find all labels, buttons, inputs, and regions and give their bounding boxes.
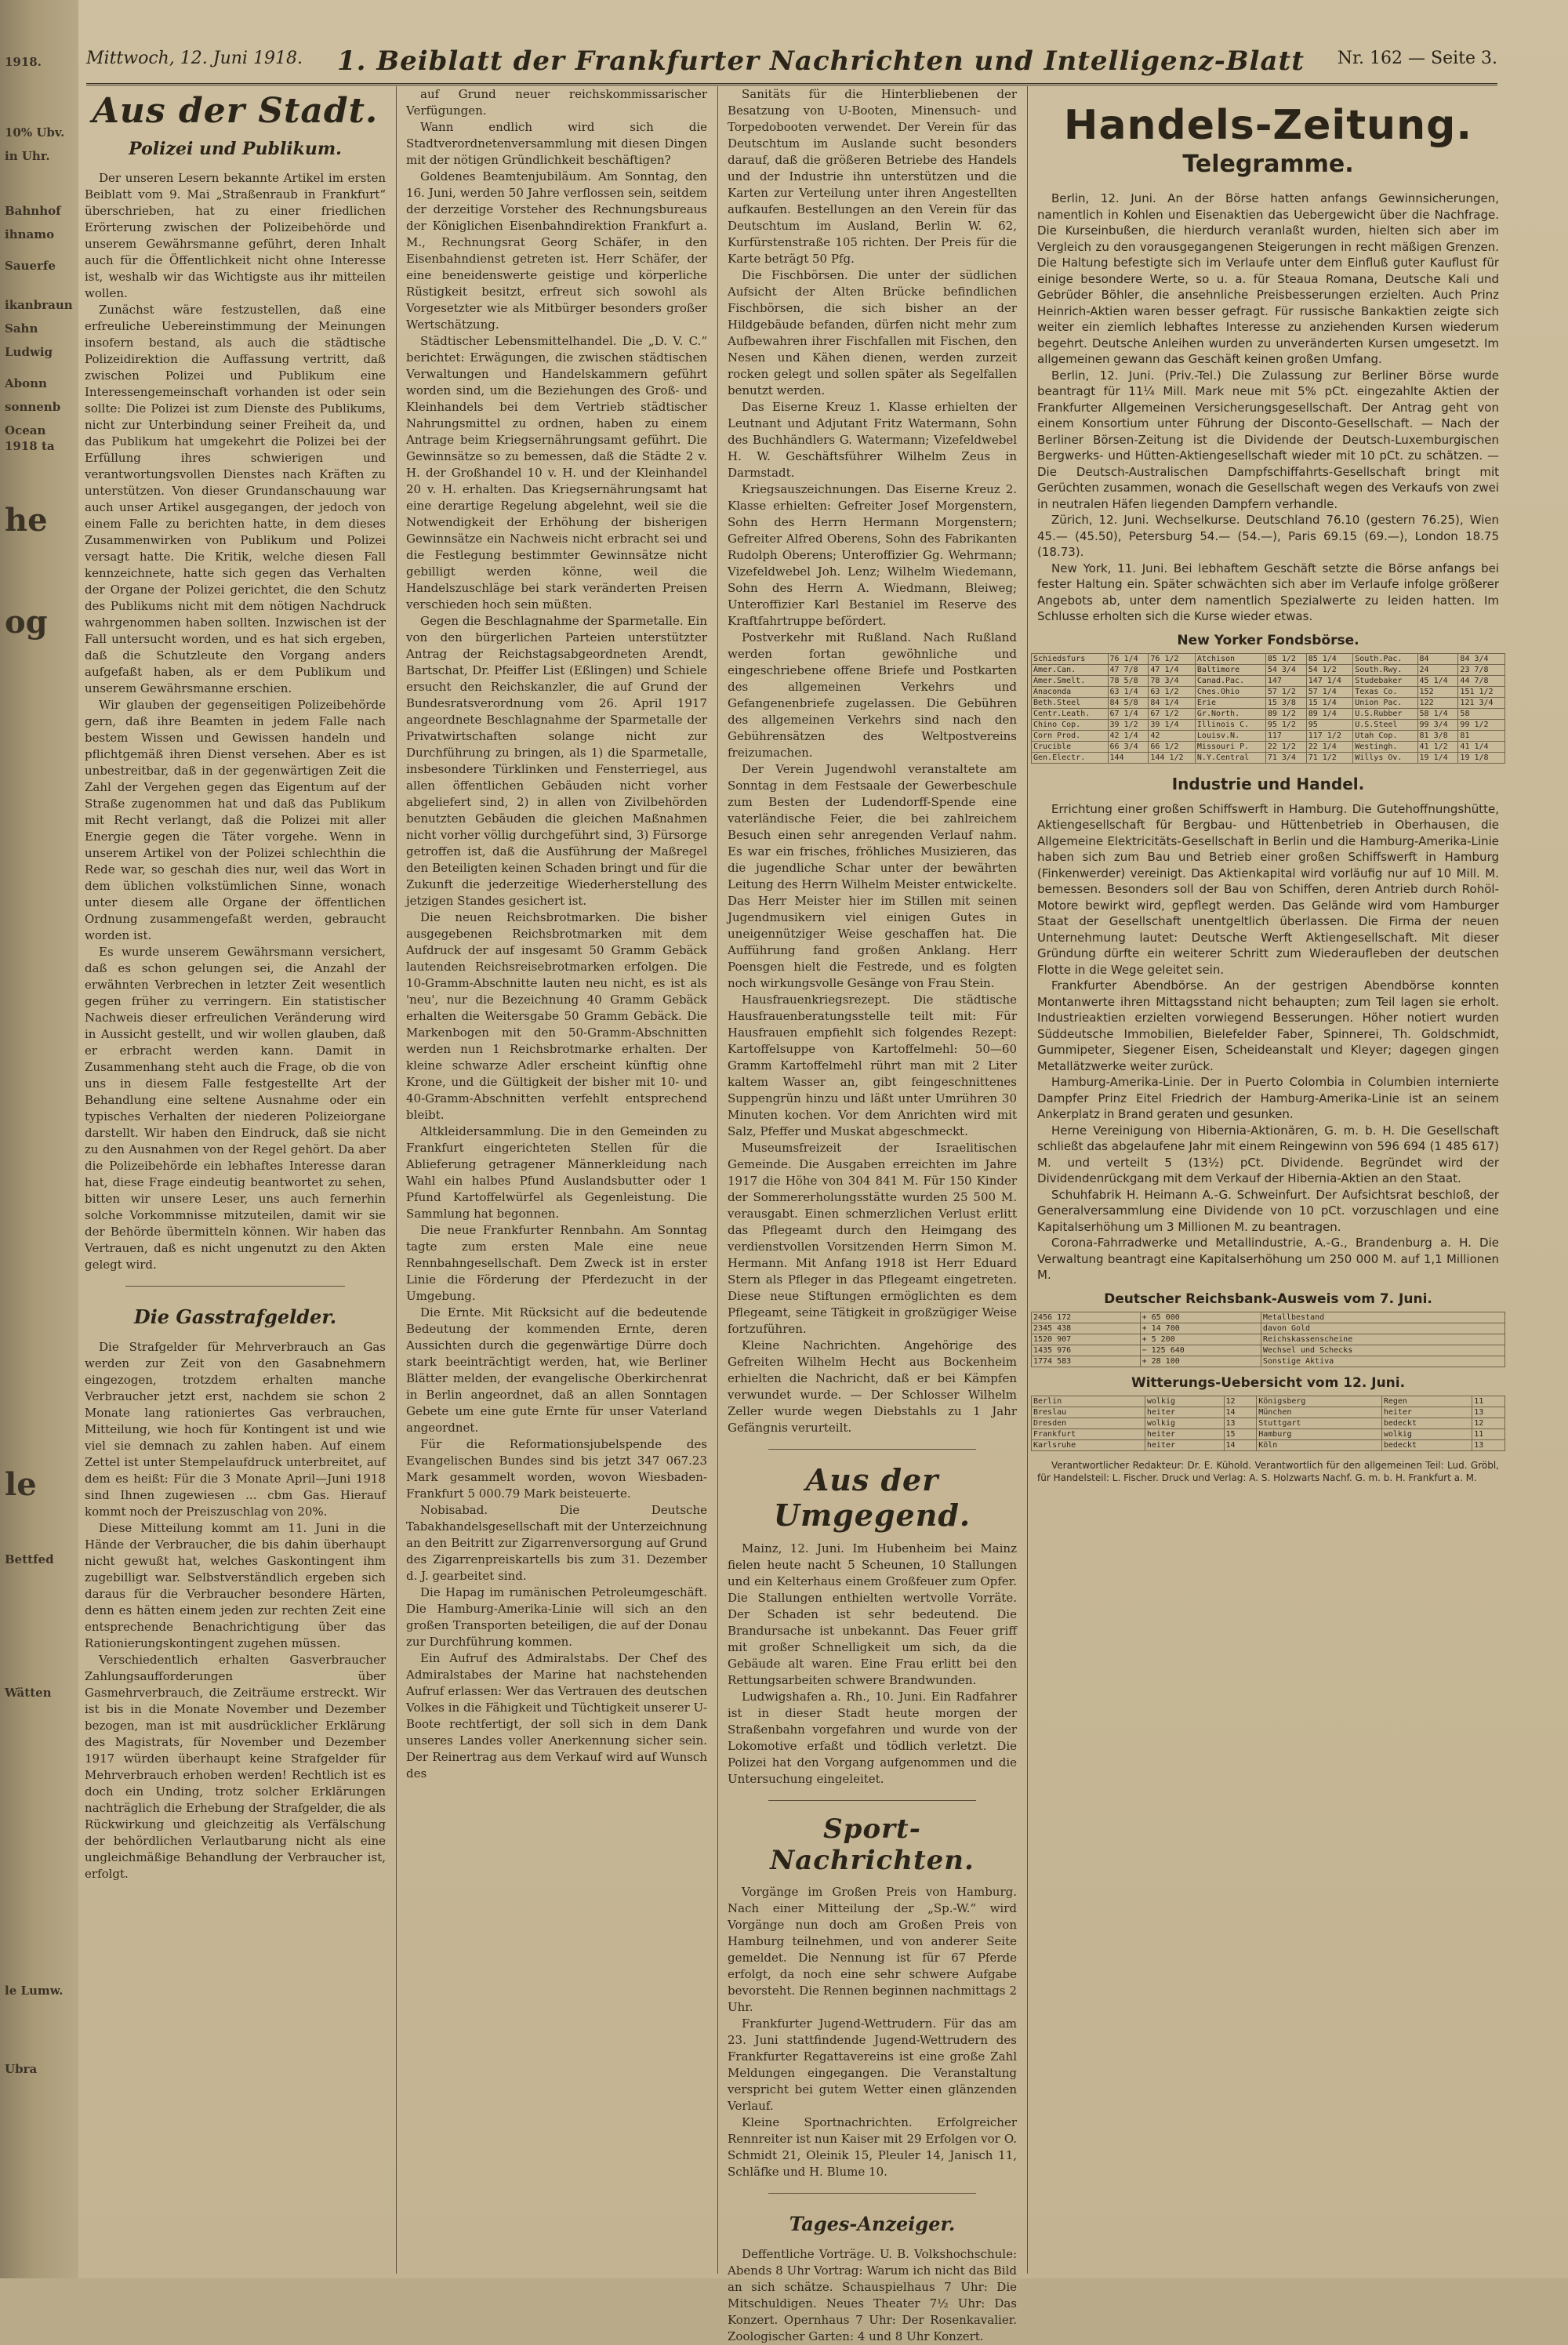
table-cell: Sonstige Aktiva: [1261, 1356, 1504, 1367]
page-header: [86, 45, 1497, 85]
impressum: Verantwortlicher Redakteur: Dr. E. Kühold. Verantwortlich für den allgemeinen Teil: Lud. Gröbl, für Handelsteil: L. Fischer. Druck und Verlag: A. S. Holzwarts Nachf. G. m. b. H. Frankfurt a. M.: [1037, 1459, 1499, 1483]
article-paragraph: Herne Vereinigung von Hibernia-Aktionären, G. m. b. H. Die Gesellschaft schließt das abgelaufene Jahr mit einem Reingewinn von 596 694 (1 485 617) M. und verteilt 5 (13½) pCt. Dividende. Begründet wird der Dividendenrückgang mit dem Verkauf der Hibernia-Aktien an den Staat.: [1037, 1123, 1499, 1185]
article-paragraph: Schuhfabrik H. Heimann A.-G. Schweinfurt. Der Aufsichtsrat beschloß, der Generalversammlung eine Dividende von 10 pCt. vorzuschlagen und eine Kapitalserhöhung um 3 Millionen M. zu beantragen.: [1037, 1187, 1499, 1234]
table-cell: Erie: [1195, 697, 1265, 708]
table-cell: + 65 000: [1140, 1312, 1261, 1323]
table-cell: Centr.Leath.: [1032, 708, 1109, 719]
table-cell: 54 1/2: [1306, 664, 1353, 675]
table-cell: Willys Ov.: [1353, 752, 1417, 763]
table-cell: 66 1/2: [1149, 741, 1196, 752]
section-title-sport: Sport-Nachrichten.: [770, 1813, 975, 1876]
section-title-tagesanzeiger: Tages-Anzeiger.: [789, 2213, 956, 2235]
table-cell: Baltimore: [1195, 664, 1265, 675]
table-row: [1032, 741, 1505, 752]
article-paragraph: Wann endlich wird sich die Stadtverordnetenversammlung mit diesen Dingen mit der nötigen Gründlichkeit beschäftigen?: [406, 120, 707, 167]
table-cell: 41 1/4: [1458, 741, 1505, 752]
prev-page-fragment: Sahn: [5, 321, 38, 336]
table-cell: Westingh.: [1353, 741, 1417, 752]
table-cell: Ches.Ohio: [1195, 686, 1265, 697]
table-cell: 99 1/2: [1458, 719, 1505, 730]
table-cell: Schiedsfurs: [1032, 653, 1109, 664]
article-title-polizei: Polizei und Publikum.: [129, 139, 342, 159]
table-cell: Crucible: [1032, 741, 1109, 752]
table-cell: Utah Cop.: [1353, 730, 1417, 741]
table-row: [1032, 664, 1505, 675]
table-cell: U.S.Steel: [1353, 719, 1417, 730]
table-cell: Breslau: [1032, 1407, 1145, 1418]
article-paragraph: Berlin, 12. Juni. An der Börse hatten anfangs Gewinnsicherungen, namentlich in Kohlen und Eisenaktien das Uebergewicht über die Nachfrage. Die Kurseinbußen, die hierdurch veranlaßt wurden, hielten sich aber im Vergleich zu den vorausgegangenen Steigerungen in recht mäßigen Grenzen. Die Haltung befestigte sich im Verlaufe unter dem Einfluß guter Kauflust für einige besondere Werte, so u. a. für Steaua Romana, Deutsche Kali und Gebrüder Böhler, die ansehnliche Preisbesserungen erzielten. Auch Prinz Heinrich-Aktien waren besser gefragt. Für russische Bankaktien zeigte sich weiter ein ziemlich lebhaftes Interesse zu anziehenden Kursen wiederum begehrt. Deutsche Anleihen wurden zu unveränderten Kursen umgesetzt. Im allgemeinen gewann das Geschäft keinen großen Umfang.: [1037, 191, 1499, 366]
prev-page-fragment: le: [5, 1466, 37, 1503]
table-cell: 99 3/4: [1417, 719, 1458, 730]
table-cell: U.S.Rubber: [1353, 708, 1417, 719]
table-row: [1032, 675, 1505, 686]
table-cell: 89 1/4: [1306, 708, 1353, 719]
column-rule: [396, 86, 397, 2274]
article-paragraph: Der unseren Lesern bekannte Artikel im ersten Beiblatt vom 9. Mai „Straßenraub in Frankfurt“ überschrieben, hat zu einer friedlichen Erörterung zwischen der Polizeibehörde und unserem Gewährsmanne geführt, deren Inhalt auch für die Öffentlichkeit nicht ohne Interesse ist, weshalb wir das Wichtigste aus ihr mitteilen wollen.: [85, 171, 386, 300]
subsection-telegramme: Telegramme.: [1182, 151, 1354, 178]
table-row: [1032, 708, 1505, 719]
table-row: [1032, 730, 1505, 741]
table-cell: 84: [1417, 653, 1458, 664]
article-paragraph: Die Fischbörsen. Die unter der südlichen Aufsicht der Alten Brücke befindlichen Fischbörsen, die sich bisher an der Hildgebäude befanden, dürfen nicht mehr zum Aufbewahren ihrer Fischfallen mit Fischen, den Nesen und Kähen dienen, werden zurzeit rocken gelegt und sollen später als Segelfallen benutzt werden.: [728, 268, 1017, 397]
separator: [125, 1286, 345, 1287]
prev-page-fragment: Bahnhof: [5, 204, 61, 218]
article-paragraph: Das Eiserne Kreuz 1. Klasse erhielten der Leutnant und Adjutant Fritz Watermann, Sohn des Buchhändlers G. Watermann; Vizefeldwebel H. W. Geschäftsführer Wilhelm Zeus in Darmstadt.: [728, 400, 1017, 480]
weather-table-title: Witterungs-Uebersicht vom 12. Juni.: [1131, 1374, 1406, 1391]
table-cell: 15: [1224, 1428, 1257, 1439]
article-paragraph: Frankfurter Jugend-Wettrudern. Für das am 23. Juni stattfindende Jugend-Wettrudern des Frankfurter Regattavereins ist eine große Zahl Meldungen eingegangen. Die Veranstaltung verspricht bei gutem Wetter einen glänzenden Verlauf.: [728, 2016, 1017, 2113]
section-title-aus-der-stadt: Aus der Stadt.: [92, 91, 379, 131]
separator: [768, 1449, 976, 1450]
separator: [768, 1800, 976, 1801]
subsection-industrie: Industrie und Handel.: [1171, 774, 1365, 793]
table-row: [1032, 1334, 1505, 1345]
table-cell: Regen: [1381, 1396, 1472, 1407]
table-cell: 84 5/8: [1108, 697, 1149, 708]
table-cell: 11: [1472, 1428, 1505, 1439]
header-date: Mittwoch, 12. Juni 1918.: [86, 49, 303, 68]
table-cell: 84 3/4: [1458, 653, 1505, 664]
table-cell: heiter: [1145, 1439, 1224, 1450]
table-cell: 151 1/2: [1458, 686, 1505, 697]
table-cell: + 14 700: [1140, 1323, 1261, 1334]
table-cell: Corn Prod.: [1032, 730, 1109, 741]
table-row: [1032, 1312, 1505, 1323]
table-cell: München: [1257, 1407, 1382, 1418]
table-cell: 57 1/4: [1306, 686, 1353, 697]
table-cell: 122: [1417, 697, 1458, 708]
table-row: [1032, 686, 1505, 697]
table-cell: 13: [1472, 1407, 1505, 1418]
table-cell: 117: [1265, 730, 1306, 741]
table-cell: 144: [1108, 752, 1149, 763]
table-cell: 117 1/2: [1306, 730, 1353, 741]
table-cell: 24: [1417, 664, 1458, 675]
article-paragraph: Postverkehr mit Rußland. Nach Rußland werden fortan gewöhnliche und eingeschriebene offene Briefe und Postkarten des allgemeinen Verkehrs und Gefangenenbriefe zugelassen. Die Gebühren des allgemeinen Verkehrs sind nach den Gebührensätzen des Weltpostvereins freizumachen.: [728, 630, 1017, 760]
article-paragraph: Kleine Nachrichten. Angehörige des Gefreiten Wilhelm Hecht aus Bockenheim erhielten die Nachricht, daß er bei Kämpfen verwundet wurde. — Der Schlosser Wilhelm Zeller wurde wegen Diebstahls zu 1 Jahr Gefängnis verurteilt.: [728, 1338, 1017, 1435]
prev-page-fragment: og: [5, 604, 48, 641]
article-paragraph: Diese Mitteilung kommt am 11. Juni in die Hände der Verbraucher, die bis dahin überhaupt nicht gewußt hat, welches Gaskontingent ihm zugebilligt war. Selbstverständlich ergeben sich daraus für die Verbraucher besondere Härten, denn es hätten einem jeden zur rechten Zeit eine entsprechende Benachrichtigung über das Rationierungskontingent zugehen müssen.: [85, 1521, 386, 1650]
prev-page-fragment: 10% Ubv.: [5, 125, 65, 140]
article-paragraph: Kleine Sportnachrichten. Erfolgreicher Rennreiter ist nun Kaiser mit 29 Erfolgen vor O. Schmidt 21, Oleinik 15, Pleuler 14, Janisch 11, Schläfke und H. Blume 10.: [728, 2115, 1017, 2179]
table-cell: 14: [1224, 1439, 1257, 1450]
table-cell: Gen.Electr.: [1032, 752, 1109, 763]
table-cell: 14: [1224, 1407, 1257, 1418]
table-cell: bedeckt: [1381, 1439, 1472, 1450]
prev-page-fragment: Bettfed: [5, 1552, 54, 1566]
table-cell: 58 1/4: [1417, 708, 1458, 719]
table-cell: 84 1/4: [1149, 697, 1196, 708]
table-cell: 1520 907: [1032, 1334, 1141, 1345]
table-cell: 2345 438: [1032, 1323, 1141, 1334]
table-cell: 19 1/4: [1417, 752, 1458, 763]
table-cell: 57 1/2: [1265, 686, 1306, 697]
table-cell: − 125 640: [1140, 1345, 1261, 1356]
table-cell: 76 1/4: [1108, 653, 1149, 664]
stock-table-title: New Yorker Fondsbörse.: [1177, 632, 1359, 648]
table-cell: 23 7/8: [1458, 664, 1505, 675]
table-cell: 42: [1149, 730, 1196, 741]
table-cell: Wechsel und Schecks: [1261, 1345, 1504, 1356]
table-cell: 54 3/4: [1265, 664, 1306, 675]
article-paragraph: Die neue Frankfurter Rennbahn. Am Sonntag tagte zum ersten Male eine neue Rennbahngesellschaft. Dem Zweck ist in erster Linie die Förderung der Pferdezucht in der Umgebung.: [406, 1223, 707, 1303]
table-cell: Berlin: [1032, 1396, 1145, 1407]
table-cell: 12: [1224, 1396, 1257, 1407]
table-row: [1032, 1418, 1505, 1428]
table-cell: Karlsruhe: [1032, 1439, 1145, 1450]
table-cell: bedeckt: [1381, 1418, 1472, 1428]
table-cell: Chino Cop.: [1032, 719, 1109, 730]
table-cell: Anaconda: [1032, 686, 1109, 697]
table-cell: 47 1/4: [1149, 664, 1196, 675]
table-cell: Canad.Pac.: [1195, 675, 1265, 686]
table-cell: Hamburg: [1257, 1428, 1382, 1439]
column-handels-zeitung: [1031, 86, 1505, 2271]
article-paragraph: Sanitäts für die Hinterbliebenen der Besatzung von U-Booten, Minensuch- und Torpedobooten verwendet. Der Verein für das Deutschtum im Auslande sucht besonders darauf, daß die größeren Betriebe des Handels und der Industrie ihn unterstützen und die Karten zur Verteilung unter ihren Angestellten aufkaufen. Bestellungen an den Verein für das Deutschtum im Ausland, Berlin W. 62, Kurfürstenstraße 105 richten. Der Preis für die Karte beträgt 50 Pfg.: [728, 87, 1017, 266]
table-cell: 152: [1417, 686, 1458, 697]
table-cell: 63 1/2: [1149, 686, 1196, 697]
article-paragraph: Nobisabad. Die Deutsche Tabakhandelsgesellschaft mit der Unterzeichnung an den Beitritt zur Zigarrenversorgung auf Grund des Zigarrenpreiskartells bis zum 31. Dezember d. J. gearbeitet sind.: [406, 1503, 707, 1583]
table-cell: 41 1/2: [1417, 741, 1458, 752]
table-cell: Gr.North.: [1195, 708, 1265, 719]
prev-page-fragment: Ocean: [5, 423, 46, 437]
table-cell: 2456 172: [1032, 1312, 1141, 1323]
prev-page-fragment: ihnamo: [5, 227, 55, 241]
table-row: [1032, 697, 1505, 708]
table-cell: Illinois C.: [1195, 719, 1265, 730]
previous-page-edge: [0, 0, 81, 2278]
article-paragraph: Es wurde unserem Gewährsmann versichert, daß es schon gelungen sei, die Anzahl der erwähnten Verbrechen in letzter Zeit wesentlich gegen früher zu verringern. Ein statistischer Nachweis dieser erfreulichen Veränderung wird in Aussicht gestellt, und wir wollen glauben, daß er erbracht werden kann. Damit in Zusammenhang steht auch die Frage, ob die von uns in diesem Falle festgestellte Art der Behandlung eine seltene Ausnahme oder ein typisches Verhalten der niederen Polizeiorgane darstellt. Wir haben den Eindruck, daß sie nicht zu den Ausnahmen von der Regel gehört. Da aber die Polizeibehörde ein lebhaftes Interesse daran hat, diese Frage eindeutig beantwortet zu sehen, bitten wir unsere Leser, uns auch fernerhin solche Vorkommnisse mitzuteilen, damit wir sie der Behörde übermitteln können. Wir haben das Vertrauen, daß es nicht ungenutzt zu den Akten gelegt wird.: [85, 945, 386, 1272]
table-cell: 66 3/4: [1108, 741, 1149, 752]
table-cell: 85 1/4: [1306, 653, 1353, 664]
table-cell: 144 1/2: [1149, 752, 1196, 763]
table-cell: heiter: [1145, 1428, 1224, 1439]
table-cell: 22 1/2: [1265, 741, 1306, 752]
prev-page-fragment: 1918 ta: [5, 439, 55, 453]
table-cell: 47 7/8: [1108, 664, 1149, 675]
table-cell: 12: [1472, 1418, 1505, 1428]
article-paragraph: Gegen die Beschlagnahme der Sparmetalle. Ein von den bürgerlichen Parteien unterstützter Antrag der Reichstagsabgeordneten Arendt, Bartschat, Dr. Pfeiffer List (Eßlingen) und Schiele ersucht den Reichskanzler, die auf Grund der Bundesratsverordnung vom 26. April 1917 angeordnete Beschlagnahme der Sparmetalle der Privatwirtschaften solange nicht zur Durchführung zu bringen, als 1) die Sparmetalle, insbesondere Türklinken und Fensterriegel, aus allen öffentlichen Gebäuden nicht vorher abgeliefert sind, 2) in allen von Zivilbehörden benutzten Gebäuden die gleichen Maßnahmen nicht vorher völlig durchgeführt sind, 3) Fürsorge getroffen ist, daß die Ausführung der Maßregel den Beteiligten keinen Schaden bringt und für die Zukunft die jederzeitige Wiederherstellung des jetzigen Standes gesichert ist.: [406, 614, 707, 908]
masthead: 1. Beiblatt der Frankfurter Nachrichten und Intelligenz-Blatt: [337, 45, 1305, 77]
table-cell: 71 3/4: [1265, 752, 1306, 763]
prev-page-fragment: Abonn: [5, 376, 47, 390]
table-cell: Stuttgart: [1257, 1418, 1382, 1428]
reichsbank-table: [1031, 1312, 1505, 1367]
article-paragraph: Altkleidersammlung. Die in den Gemeinden zu Frankfurt eingerichteten Stellen für die Ablieferung getragener Männerkleidung nach Wahl ein halbes Pfund Auslandsbutter oder 1 Pfund Kartoffelwürfel als Gegenleistung. Die Sammlung hat begonnen.: [406, 1124, 707, 1221]
table-cell: 42 1/4: [1108, 730, 1149, 741]
table-cell: wolkig: [1145, 1396, 1224, 1407]
table-cell: 76 1/2: [1149, 653, 1196, 664]
prev-page-fragment: ikanbraun: [5, 298, 73, 312]
reichsbank-table-title: Deutscher Reichsbank-Ausweis vom 7. Juni.: [1104, 1290, 1432, 1307]
table-cell: Beth.Steel: [1032, 697, 1109, 708]
table-cell: 15 3/8: [1265, 697, 1306, 708]
article-paragraph: Hausfrauenkriegsrezept. Die städtische Hausfrauenberatungsstelle teilt mit: Für Hausfrauen empfiehlt sich folgendes Rezept: Kartoffelsuppe von Kartoffelmehl: 50—60 Gramm Kartoffelmehl rührt man mit 2 Liter kaltem Wasser an, gibt feingeschnittenes Suppengrün hinzu und läßt unter Umrühren 30 Minuten kochen. Vor dem Anrichten wird mit Salz, Pfeffer und Muskat abgeschmeckt.: [728, 993, 1017, 1138]
article-paragraph: Zürich, 12. Juni. Wechselkurse. Deutschland 76.10 (gestern 76.25), Wien 45.— (45.50), Petersburg 54.— (54.—), Paris 69.15 (69.—), London 18.75 (18.73).: [1037, 513, 1499, 559]
table-cell: 89 1/2: [1265, 708, 1306, 719]
table-row: [1032, 719, 1505, 730]
table-cell: Amer.Smelt.: [1032, 675, 1109, 686]
article-paragraph: Verschiedentlich erhalten Gasverbraucher Zahlungsaufforderungen über Gasmehrverbrauch, die Zeiträume erstreckt. Wir ist bis in die Monate November und Dezember bezogen, man ist mit ausdrücklicher Erklärung des Magistrats, für November und Dezember 1917 würden überhaupt keine Strafgelder für Mehrverbrauch erhoben werden! Rechtlich ist es doch ein Unding, trotz solcher Erklärungen nachträglich die Erhebung der Strafgelder, die als Rückwirkung und gleichzeitig als Verfälschung der behördlichen Verlautbarung nicht als eine ungleichmäßige Behandlung der Verbraucher ist, erfolgt.: [85, 1653, 386, 1881]
prev-page-fragment: Ludwig: [5, 345, 53, 359]
table-cell: 81: [1458, 730, 1505, 741]
column-rule: [717, 86, 718, 2274]
table-cell: 19 1/8: [1458, 752, 1505, 763]
newspaper-page: [78, 0, 1568, 2343]
table-cell: 67 1/2: [1149, 708, 1196, 719]
prev-page-fragment: Wätten: [5, 1686, 52, 1700]
table-row: [1032, 1407, 1505, 1418]
table-cell: Atchison: [1195, 653, 1265, 664]
table-row: [1032, 1439, 1505, 1450]
column-local-news: [78, 86, 392, 2271]
table-row: [1032, 1323, 1505, 1334]
prev-page-fragment: he: [5, 502, 48, 539]
table-cell: + 28 100: [1140, 1356, 1261, 1367]
table-row: [1032, 1396, 1505, 1407]
table-cell: Louisv.N.: [1195, 730, 1265, 741]
table-row: [1032, 1356, 1505, 1367]
table-cell: 95: [1306, 719, 1353, 730]
article-paragraph: Die Ernte. Mit Rücksicht auf die bedeutende Bedeutung der kommenden Ernte, deren Aussichten durch die gegenwärtige Dürre doch stark beeinträchtigt werden, hat, wie Berliner Blätter melden, der evangelische Oberkirchenrat in Berlin angeordnet, daß an allen Sonntagen Gebete um eine gute Ernte für unser Vaterland angeordnet.: [406, 1305, 707, 1435]
article-paragraph: Die neuen Reichsbrotmarken. Die bisher ausgegebenen Reichsbrotmarken mit dem Aufdruck der auf insgesamt 50 Gramm Gebäck lautenden Reichsreisebrotmarken erfolgen. Die 10-Gramm-Abschnitte lauten neu nicht, es ist als 'neu', nur die Bezeichnung 40 Gramm Gebäck erhalten die Weitersgabe 50 Gramm Gebäck. Die Markenbogen mit den 50-Gramm-Abschnitten werden nun 1 Reichsbrotmarke erhalten. Der kleine schwarze Adler erscheint künftig ohne Krone, und die Gültigkeit der bisher mit 10- und 40-Gramm-Abschnitten verfehlt entsprechend bleibt.: [406, 910, 707, 1122]
table-cell: 13: [1224, 1418, 1257, 1428]
table-row: [1032, 752, 1505, 763]
table-row: [1032, 1428, 1505, 1439]
article-paragraph: Mainz, 12. Juni. Im Hubenheim bei Mainz fielen heute nacht 5 Scheunen, 10 Stallungen und ein Kelterhaus einem Großfeuer zum Opfer. Die Stallungen enthielten wertvolle Vorräte. Der Schaden ist sehr bedeutend. Die Brandursache ist unbekannt. Das Feuer griff mit großer Schnelligkeit um sich, da die Gebäude alt waren. Eine Frau erlitt bei den Rettungsarbeiten schwere Brandwunden.: [728, 1541, 1017, 1687]
separator: [768, 2193, 976, 2194]
weather-table: [1031, 1396, 1505, 1451]
table-cell: heiter: [1381, 1407, 1472, 1418]
article-paragraph: Die Hapag im rumänischen Petroleumgeschäft. Die Hamburg-Amerika-Linie will sich an den großen Transporten beteiligen, die auf der Donau zur Durchführung kommen.: [406, 1585, 707, 1649]
article-paragraph: Hamburg-Amerika-Linie. Der in Puerto Colombia in Columbien internierte Dampfer Prinz Eitel Friedrich der Hamburg-Amerika-Linie ist an seinem Ankerplatz in Brand geraten und gesunken.: [1037, 1075, 1499, 1121]
table-cell: 15 1/4: [1306, 697, 1353, 708]
table-cell: 147 1/4: [1306, 675, 1353, 686]
table-cell: 45 1/4: [1417, 675, 1458, 686]
table-cell: Metallbestand: [1261, 1312, 1504, 1323]
article-paragraph: Ein Aufruf des Admiralstabs. Der Chef des Admiralstabes der Marine hat nachstehenden Aufruf erlassen: Wer das Vertrauen des deutschen Volkes in die Fähigkeit und Tüchtigkeit unserer U-Boote rechtfertigt, der soll sich in dem Dank unseres Landes voller Anerkennung sicher sein. Der Reinertrag aus dem Verkauf wird auf Wunsch des: [406, 1651, 707, 1781]
article-paragraph: Frankfurter Abendbörse. An der gestrigen Abendbörse konnten Montanwerte ihren Mittagsstand nicht behaupten; zum Teil lagen sie erholt. Industrieaktien erzielten vorwiegend Besserungen. Höher notiert wurden Süddeutsche Immobilien, Bielefelder Faber, Spinnerei, Th. Goldschmidt, Gummipeter, Siegener Eisen, Scheideanstalt und Kleyer; dagegen gingen Metallätzwerke weiter zurück.: [1037, 978, 1499, 1073]
table-cell: wolkig: [1145, 1418, 1224, 1428]
article-paragraph: Deffentliche Vorträge. U. B. Volkshochschule: Abends 8 Uhr Vortrag: Warum ich nicht das Bild an sich schätze. Schauspielhaus 7 Uhr: Die Mitschuldigen. Neues Theater 7½ Uhr: Das Konzert. Opernhaus 7 Uhr: Der Rosenkavalier. Zoologischer Garten: 4 und 8 Uhr Konzert.: [728, 2247, 1017, 2343]
table-cell: 78 3/4: [1149, 675, 1196, 686]
section-title-umgegend: Aus der Umgegend.: [773, 1462, 971, 1533]
table-cell: Frankfurt: [1032, 1428, 1145, 1439]
table-cell: 39 1/4: [1149, 719, 1196, 730]
table-cell: heiter: [1145, 1407, 1224, 1418]
table-cell: Königsberg: [1257, 1396, 1382, 1407]
table-cell: Dresden: [1032, 1418, 1145, 1428]
table-row: [1032, 653, 1505, 664]
prev-page-fragment: Ubra: [5, 2062, 38, 2076]
prev-page-fragment: sonnenb: [5, 400, 61, 414]
table-cell: 39 1/2: [1108, 719, 1149, 730]
table-cell: Union Pac.: [1353, 697, 1417, 708]
table-cell: 1435 976: [1032, 1345, 1141, 1356]
stock-table: [1031, 653, 1505, 764]
table-cell: Studebaker: [1353, 675, 1417, 686]
article-paragraph: Corona-Fahrradwerke und Metallindustrie, A.-G., Brandenburg a. H. Die Verwaltung beantragt eine Kapitalserhöhung um 250 000 M. auf 1,1 Millionen M.: [1037, 1236, 1499, 1282]
table-cell: South.Pac.: [1353, 653, 1417, 664]
table-cell: 11: [1472, 1396, 1505, 1407]
table-cell: 1774 583: [1032, 1356, 1141, 1367]
table-cell: Missouri P.: [1195, 741, 1265, 752]
table-cell: 67 1/4: [1108, 708, 1149, 719]
prev-page-fragment: le Lumw.: [5, 1984, 64, 1998]
prev-page-fragment: Sauerfe: [5, 259, 56, 273]
article-paragraph: Wir glauben der gegenseitigen Polizeibehörde gern, daß ihre Beamten in jedem Falle nach bestem Wissen und Gewissen handeln und pflichtgemäß ihren Dienst versehen. Aber es ist unbestreitbar, daß in der gegenwärtigen Zeit die Zahl der Vergehen gegen das Eigentum auf der Straße zugenommen hat und daß das Publikum mit Recht verlangt, daß die Polizei mit aller Energie gegen die Täter vorgehe. Wenn in unserem Artikel von der Polizei schlechthin die Rede war, so geschah dies nur, weil das Wort in dem üblichen volkstümlichen Sinne, wonach unter diesem alle Organe der öffentlichen Ordnung zusammengefaßt werden, gebraucht worden ist.: [85, 698, 386, 942]
table-cell: 81 3/8: [1417, 730, 1458, 741]
article-paragraph: Goldenes Beamtenjubiläum. Am Sonntag, den 16. Juni, werden 50 Jahre verflossen sein, seitdem der derzeitige Vorsteher des Rechnungsbureaus der Königlichen Eisenbahndirektion Frankfurt a. M., Rechnungsrat Georg Schäfer, in den Eisenbahndienst getreten ist. Herr Schäfer, der eine beneidenswerte geistige und körperliche Rüstigkeit besitzt, erfreut sich sowohl als Vorgesetzter wie als Mitbürger besonders großer Wertschätzung.: [406, 169, 707, 332]
table-cell: 121 3/4: [1458, 697, 1505, 708]
table-cell: 95 1/2: [1265, 719, 1306, 730]
prev-page-fragment: 1918.: [5, 55, 42, 69]
column-regional-sport: [721, 86, 1023, 2343]
table-cell: Amer.Can.: [1032, 664, 1109, 675]
table-cell: Köln: [1257, 1439, 1382, 1450]
column-local-news-2: [400, 86, 713, 2271]
article-paragraph: Errichtung einer großen Schiffswerft in Hamburg. Die Gutehoffnungshütte, Aktiengesellschaft für Bergbau- und Hüttenbetrieb in Oberhausen, die Allgemeine Elektricitäts-Gesellschaft in Berlin und die Hamburg-Amerika-Linie haben sich zum Bau und Betrieb einer großen Schiffswerft in Hamburg (Finkenwerder) vereinigt. Das Aktienkapital wird vorläufig nur auf 10 Mill. M. bemessen. Besonders soll der Bau von Schiffen, deren Antrieb durch Rohöl-Motore bewirkt wird, gepflegt werden. Das Gelände wird vom Hamburger Staat der Gesellschaft unentgeltlich überlassen. Die Firma der neuen Unternehmung lautet: Deutsche Werft Aktiengesellschaft. Mit dieser Gründung dürfte ein weiterer Schritt zum Wiederaufleben der deutschen Flotte in die Wege geleitet sein.: [1037, 801, 1499, 977]
article-paragraph: Die Strafgelder für Mehrverbrauch an Gas werden zur Zeit von den Gasabnehmern eingezogen, trotzdem erhalten manche Verbraucher jetzt erst, nachdem sie schon 2 Monate lang rationiertes Gas verbrauchen, Mitteilung, wie hoch für Kontingent ist und wie viel sie demnach zu zahlen haben. Auf einem Zettel ist unter Stempelaufdruck unterbreitet, auf dem es heißt: Für die 3 Monate April—Juni 1918 sind Ihnen zugewiesen ... cbm Gas. Hierauf kommt noch der Preiszuschlag von 20%.: [85, 1340, 386, 1519]
article-paragraph: Vorgänge im Großen Preis von Hamburg. Nach einer Mitteilung der „Sp.-W.“ wird Vorgänge nun doch am Großen Preis von Hamburg teilnehmen, und von anderer Seite gemeldet. Die Nennung ist für 67 Pferde erfolgt, da noch eine sehr schwere Aufgabe bevorsteht. Die Rennen beginnen nachmittags 2 Uhr.: [728, 1885, 1017, 2014]
table-row: [1032, 1345, 1505, 1356]
table-cell: 78 5/8: [1108, 675, 1149, 686]
article-paragraph: Kriegsauszeichnungen. Das Eiserne Kreuz 2. Klasse erhielten: Gefreiter Josef Morgenstern, Sohn des Herrn Hermann Morgenstern; Gefreiter Alfred Oberens, Sohn des Fabrikanten Rudolph Oberens; Unteroffizier Gg. Wehrmann; Vizefeldwebel Joh. Lenz; Wilhelm Wiedemann, Sohn des Herrn A. Wiedmann, Bleiweg; Unteroffizier Karl Bestaniel im Reserve des Kraftfahrtruppe befördert.: [728, 482, 1017, 628]
article-paragraph: Der Verein Jugendwohl veranstaltete am Sonntag in dem Festsaale der Gewerbeschule zum Besten der Ludendorff-Spende eine vaterländische Feier, die bei zahlreichem Besuch einen sehr anregenden Verlauf nahm. Es war ein frisches, fröhliches Musizieren, das die jugendliche Schar unter der bewährten Leitung des Herrn Wilhelm Meister entwickelte. Das Herr Meister hier im Stillen mit seinen Jugendmusikern viel einigen Gutes in uneigennütziger Weise geschaffen hat. Die Aufführung fand großen Anklang. Herr Poensgen hielt die Festrede, und es folgten noch wirkungsvolle Gesänge von Frau Stein.: [728, 762, 1017, 990]
article-paragraph: Für die Reformationsjubelspende des Evangelischen Bundes sind bis jetzt 347 067.23 Mark gesammelt worden, wovon Wiesbaden-Frankfurt 5 000.79 Mark beisteuerte.: [406, 1437, 707, 1501]
table-cell: South.Rwy.: [1353, 664, 1417, 675]
issue-number: Nr. 162 — Seite 3.: [1337, 49, 1497, 68]
table-cell: 13: [1472, 1439, 1505, 1450]
prev-page-fragment: in Uhr.: [5, 149, 50, 163]
table-cell: 71 1/2: [1306, 752, 1353, 763]
table-cell: 22 1/4: [1306, 741, 1353, 752]
table-cell: 63 1/4: [1108, 686, 1149, 697]
article-title-gasstrafgelder: Die Gasstrafgelder.: [133, 1305, 337, 1328]
table-cell: 58: [1458, 708, 1505, 719]
section-title-handels-zeitung: Handels-Zeitung.: [1063, 102, 1473, 149]
article-paragraph: Ludwigshafen a. Rh., 10. Juni. Ein Radfahrer ist in dieser Stadt heute morgen der Straßenbahn vorgefahren und wurde von der Lokomotive erfaßt und tödlich verletzt. Die Polizei hat den Vorgang aufgenommen und die Untersuchung eingeleitet.: [728, 1690, 1017, 1786]
table-cell: Texas Co.: [1353, 686, 1417, 697]
article-paragraph: Museumsfreizeit der Israelitischen Gemeinde. Die Ausgaben erreichten im Jahre 1917 die Höhe von 304 841 M. Für 150 Kinder der Sommererholungsstätte wurden 25 500 M. verausgabt. Einen schmerzlichen Verlust erlitt das Pflegeamt durch den Heimgang des verdienstvollen Vorsitzenden Herrn Simon M. Hermann. Mit Anfang 1918 ist Herr Eduard Stern als Pfleger in das Pflegeamt eingetreten. Diese neue Stiftungen ermöglichten es dem Pflegeamt, seine Tätigkeit in großzügiger Weise fortzuführen.: [728, 1141, 1017, 1336]
column-rule: [1027, 86, 1028, 2274]
table-cell: wolkig: [1381, 1428, 1472, 1439]
table-cell: + 5 200: [1140, 1334, 1261, 1345]
table-cell: Reichskassenscheine: [1261, 1334, 1504, 1345]
table-cell: 85 1/2: [1265, 653, 1306, 664]
article-paragraph: Zunächst wäre festzustellen, daß eine erfreuliche Uebereinstimmung der Meinungen insofern bestand, als auch die städtische Polizeidirektion die Auffassung vertritt, daß zwischen Polizei und Publikum eine Interessengemeinschaft vorhanden ist oder sein sollte: Die Polizei ist zum Dienste des Publikums, nicht zur Unterbindung seiner Freiheit da, und das Publikum hat umgekehrt die Polizei bei der Erfüllung ihres schwierigen und verantwortungsvollen Dienstes nach Kräften zu unterstützen. Von dieser Grundanschauung war auch unser Artikel ausgegangen, der jedoch von einem Falle zu berichten hatte, in dem dieses Zusammenwirken von Publikum und Polizei versagt hatte. Die Kritik, welche diesen Fall kennzeichnete, hatte sich gegen das Verhalten der Organe der Polizei gerichtet, die den Schutz des Publikums nicht mit dem nötigen Nachdruck wahrgenommen haben sollten. Inzwischen ist der Fall untersucht worden, und es hat sich ergeben, daß die Schutzleute den Vorgang anders aufgefaßt haben, als er dem Publikum und unserem Gewährsmanne erschien.: [85, 303, 386, 695]
table-cell: davon Gold: [1261, 1323, 1504, 1334]
article-paragraph: New York, 11. Juni. Bei lebhaftem Geschäft setzte die Börse anfangs bei fester Haltung ein. Später schwächten sich aber im Verlaufe infolge größerer Angebots ab, unter dem namentlich Spezialwerte zu leiden hatten. Im Schlusse erholten sich die Kurse wieder etwas.: [1037, 561, 1499, 623]
article-paragraph: Städtischer Lebensmittelhandel. Die „D. V. C.“ berichtet: Erwägungen, die zwischen städtischen Verwaltungen und Handelskammern geführt worden sind, um die Beziehungen des Groß- und Kleinhandels bei dem Vertrieb städtischer Nahrungsmittel zu ordnen, haben zu einem Antrage beim Kriegsernährungsamt geführt. Die Gewinnsätze so zu bemessen, daß die Städte 2 v. H. der Großhandel 10 v. H. und der Kleinhandel 20 v. H. erhalten. Das Kriegsernährungsamt hat eine derartige Regelung abgelehnt, weil sie die Notwendigkeit der Erhöhung der bisherigen Gewinnsätze ein Nachweis nicht erbracht sei und die Festlegung bestimmter Gewinnsätze nicht gebilligt werden könne, weil die Handelszuschläge bei stark veränderten Preisen verschieden hoch sein müßten.: [406, 334, 707, 612]
table-cell: N.Y.Central: [1195, 752, 1265, 763]
table-cell: 44 7/8: [1458, 675, 1505, 686]
article-paragraph: Berlin, 12. Juni. (Priv.-Tel.) Die Zulassung zur Berliner Börse wurde beantragt für 11¼ Mill. Mark neue mit 5% pCt. eingezahlte Aktien der Frankfurter Allgemeinen Versicherungsgesellschaft. Der Antrag geht von einem Konsortium unter Führung der Disconto-Gesellschaft. — Nach der Berliner Börsen-Zeitung ist die Dividende der Deutsch-Luxemburgischen Bergwerks- und Hütten-Aktiengesellschaft wieder mit 10 pCt. zu schätzen. — Die Deutsch-Australischen Dampfschiffahrts-Gesellschaft bringt mit Gerüchten zusammen, wonach die Gesellschaft wegen des Verkaufs von zwei in neutralen Häfen liegenden Dampfern verhandle.: [1037, 368, 1499, 511]
article-paragraph: auf Grund neuer reichskommissarischer Verfügungen.: [406, 87, 707, 118]
table-cell: 147: [1265, 675, 1306, 686]
